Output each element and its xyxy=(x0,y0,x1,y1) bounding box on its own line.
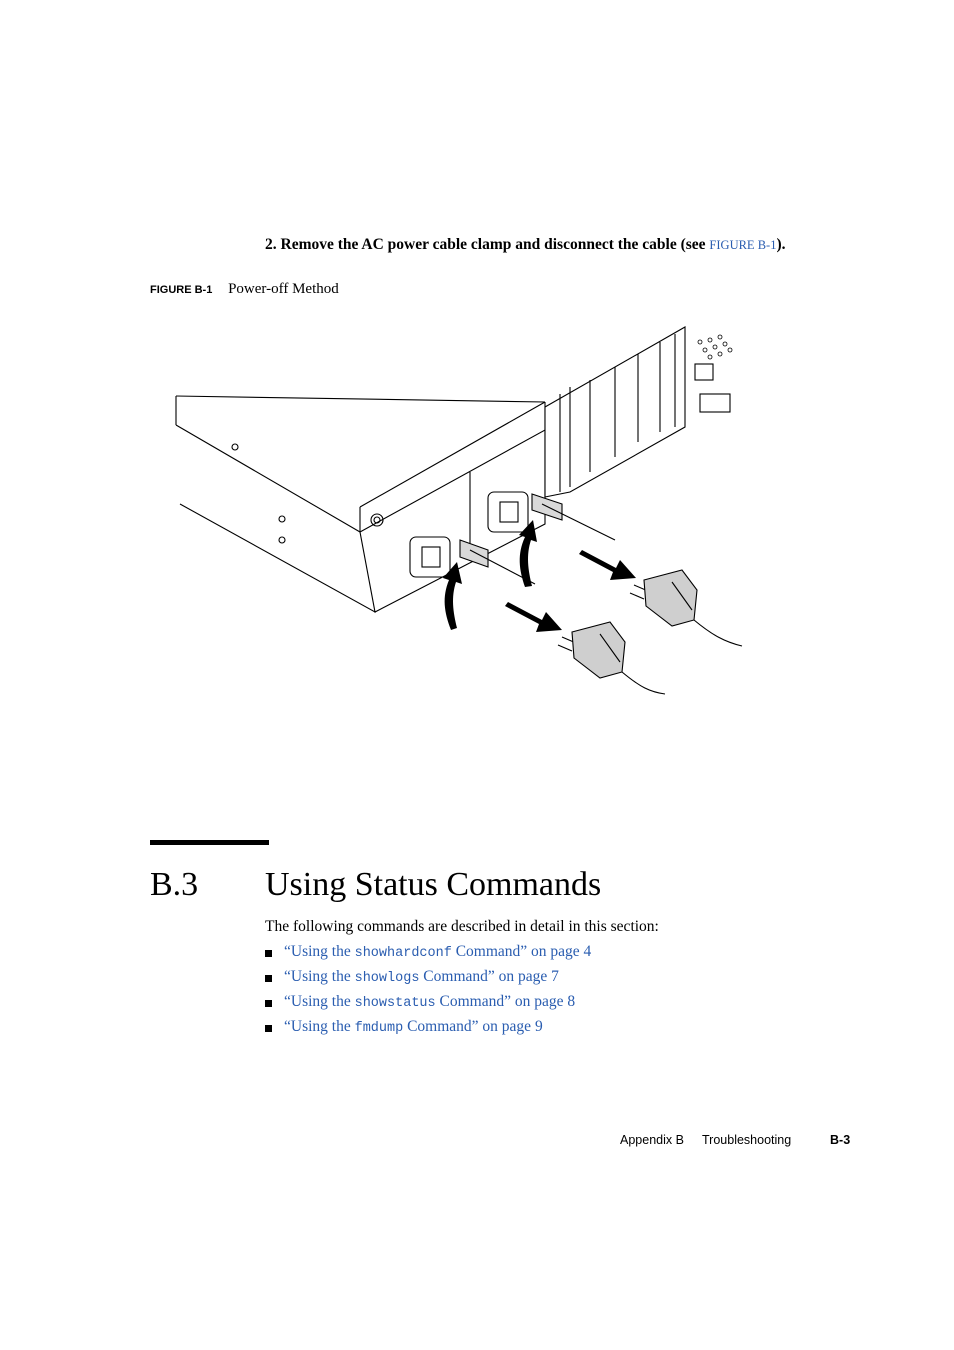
power-off-illustration xyxy=(170,312,750,702)
list-item xyxy=(265,943,591,968)
figure-label: FIGURE B-1 xyxy=(150,284,213,296)
section-intro: The following commands are described in detail in this section: xyxy=(265,918,659,935)
link-showlogs[interactable]: “Using the showlogs Command” on page 7 xyxy=(284,968,559,986)
bullet-icon xyxy=(265,1025,272,1032)
list-item xyxy=(265,993,591,1018)
list-item xyxy=(265,1018,591,1043)
footer-chapter: Troubleshooting xyxy=(702,1133,792,1147)
link-fmdump[interactable]: “Using the fmdump Command” on page 9 xyxy=(284,1018,543,1036)
list-item xyxy=(265,968,591,993)
figure-caption xyxy=(150,281,339,298)
footer-appendix: Appendix B xyxy=(620,1133,684,1147)
section-title: Using Status Commands xyxy=(265,866,602,903)
link-showhardconf[interactable]: “Using the showhardconf Command” on page 4 xyxy=(284,943,592,961)
step-number: 2. xyxy=(265,236,277,253)
section-rule xyxy=(150,840,269,845)
bullet-icon xyxy=(265,975,272,982)
figure-xref-link[interactable]: FIGURE B-1 xyxy=(709,238,777,252)
section-number: B.3 xyxy=(150,866,199,903)
figure-caption-text: Power-off Method xyxy=(228,281,339,297)
link-showstatus[interactable]: “Using the showstatus Command” on page 8 xyxy=(284,993,576,1011)
bullet-icon xyxy=(265,950,272,957)
step-2-instruction xyxy=(265,236,786,254)
step-text-end: ). xyxy=(776,236,786,253)
footer-page-number: B-3 xyxy=(830,1133,851,1147)
step-text: Remove the AC power cable clamp and disconnect the cable (see xyxy=(280,236,710,253)
command-link-list xyxy=(265,943,591,1043)
bullet-icon xyxy=(265,1000,272,1007)
